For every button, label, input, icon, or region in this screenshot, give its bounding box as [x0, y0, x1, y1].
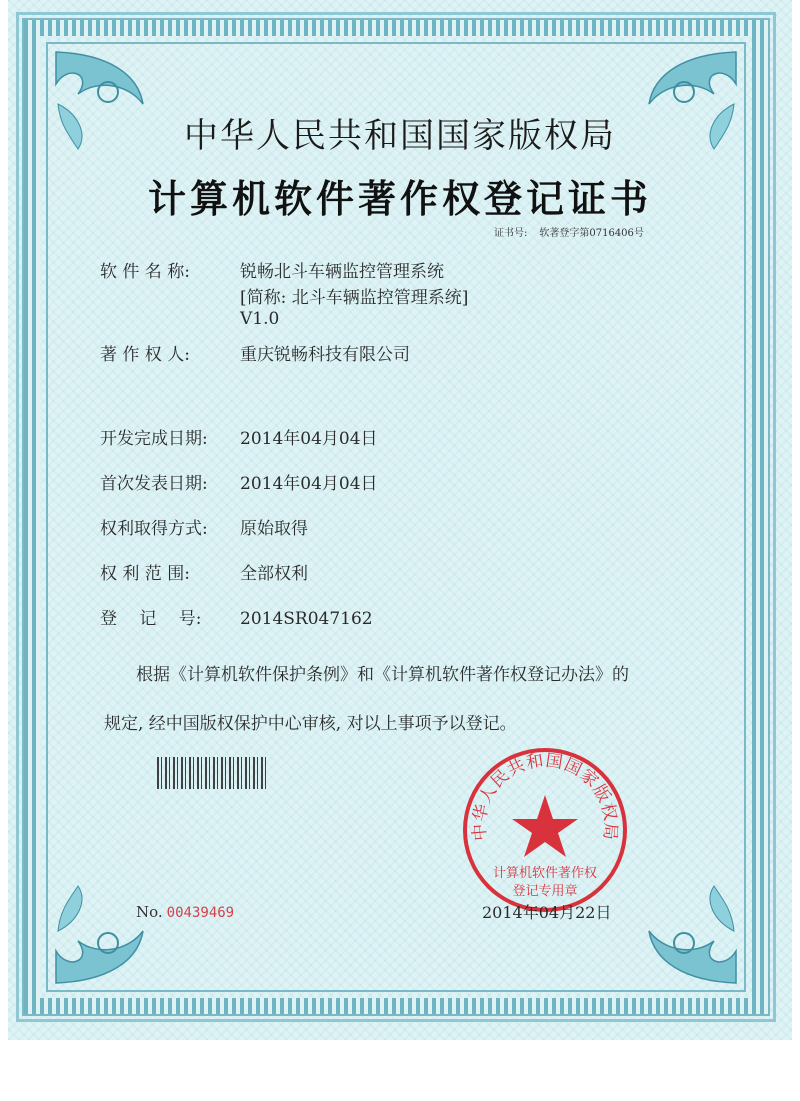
field-software-name [100, 257, 444, 282]
issuing-authority: 中华人民共和国国家版权局 [184, 116, 616, 156]
field-value: 2014SR047162 [240, 609, 373, 629]
statement-line-1: 根据《计算机软件保护条例》和《计算机软件著作权登记办法》的 [136, 665, 629, 685]
seal-inner-line-1: 计算机软件著作权 [492, 866, 598, 881]
field-value: 锐畅北斗车辆监控管理系统 [240, 262, 444, 282]
corner-ornament-icon [48, 881, 198, 991]
field-rights-scope [100, 559, 308, 584]
field-value: [简称: 北斗车辆监控管理系统] [240, 288, 469, 308]
certificate-number [494, 224, 644, 239]
seal-outer-text: 中华人民共和国国家版权局 [469, 750, 621, 842]
statement-line-2: 规定, 经中国版权保护中心审核, 对以上事项予以登记。 [104, 714, 517, 734]
field-label: 软 件 名 称: [100, 262, 190, 282]
field-value: 2014年04月04日 [240, 429, 378, 449]
field-value: 原始取得 [240, 519, 308, 539]
serial-value: 00439469 [166, 905, 235, 921]
certificate-number-value: 软著登字第0716406号 [539, 228, 644, 239]
serial-number [136, 903, 234, 921]
issue-date: 2014年04月22日 [482, 903, 612, 922]
field-software-version [100, 309, 279, 329]
field-publication-date [100, 469, 378, 494]
certificate-number-label: 证书号: [494, 228, 528, 239]
barcode [157, 757, 269, 789]
field-registration-number [100, 604, 373, 629]
field-label: 首次发表日期: [100, 474, 208, 494]
field-label: 权利取得方式: [100, 519, 208, 539]
seal-inner-line-2: 登记专用章 [512, 884, 578, 899]
certificate-title: 计算机软件著作权登记证书 [147, 176, 652, 221]
field-value: V1.0 [240, 309, 280, 329]
field-copyright-owner [100, 340, 410, 365]
field-software-short-name [100, 283, 468, 308]
field-value: 全部权利 [240, 564, 308, 584]
field-rights-acquisition [100, 514, 308, 539]
field-development-date [100, 424, 378, 449]
field-label: 开发完成日期: [100, 429, 208, 449]
field-label: 权 利 范 围: [100, 564, 190, 584]
field-label: 登 记 号: [100, 609, 202, 629]
serial-prefix: No. [136, 903, 163, 921]
field-value: 2014年04月04日 [240, 474, 378, 494]
field-label: 著 作 权 人: [100, 345, 190, 365]
official-seal [460, 745, 630, 915]
field-value: 重庆锐畅科技有限公司 [240, 345, 410, 365]
star-icon [512, 795, 578, 857]
